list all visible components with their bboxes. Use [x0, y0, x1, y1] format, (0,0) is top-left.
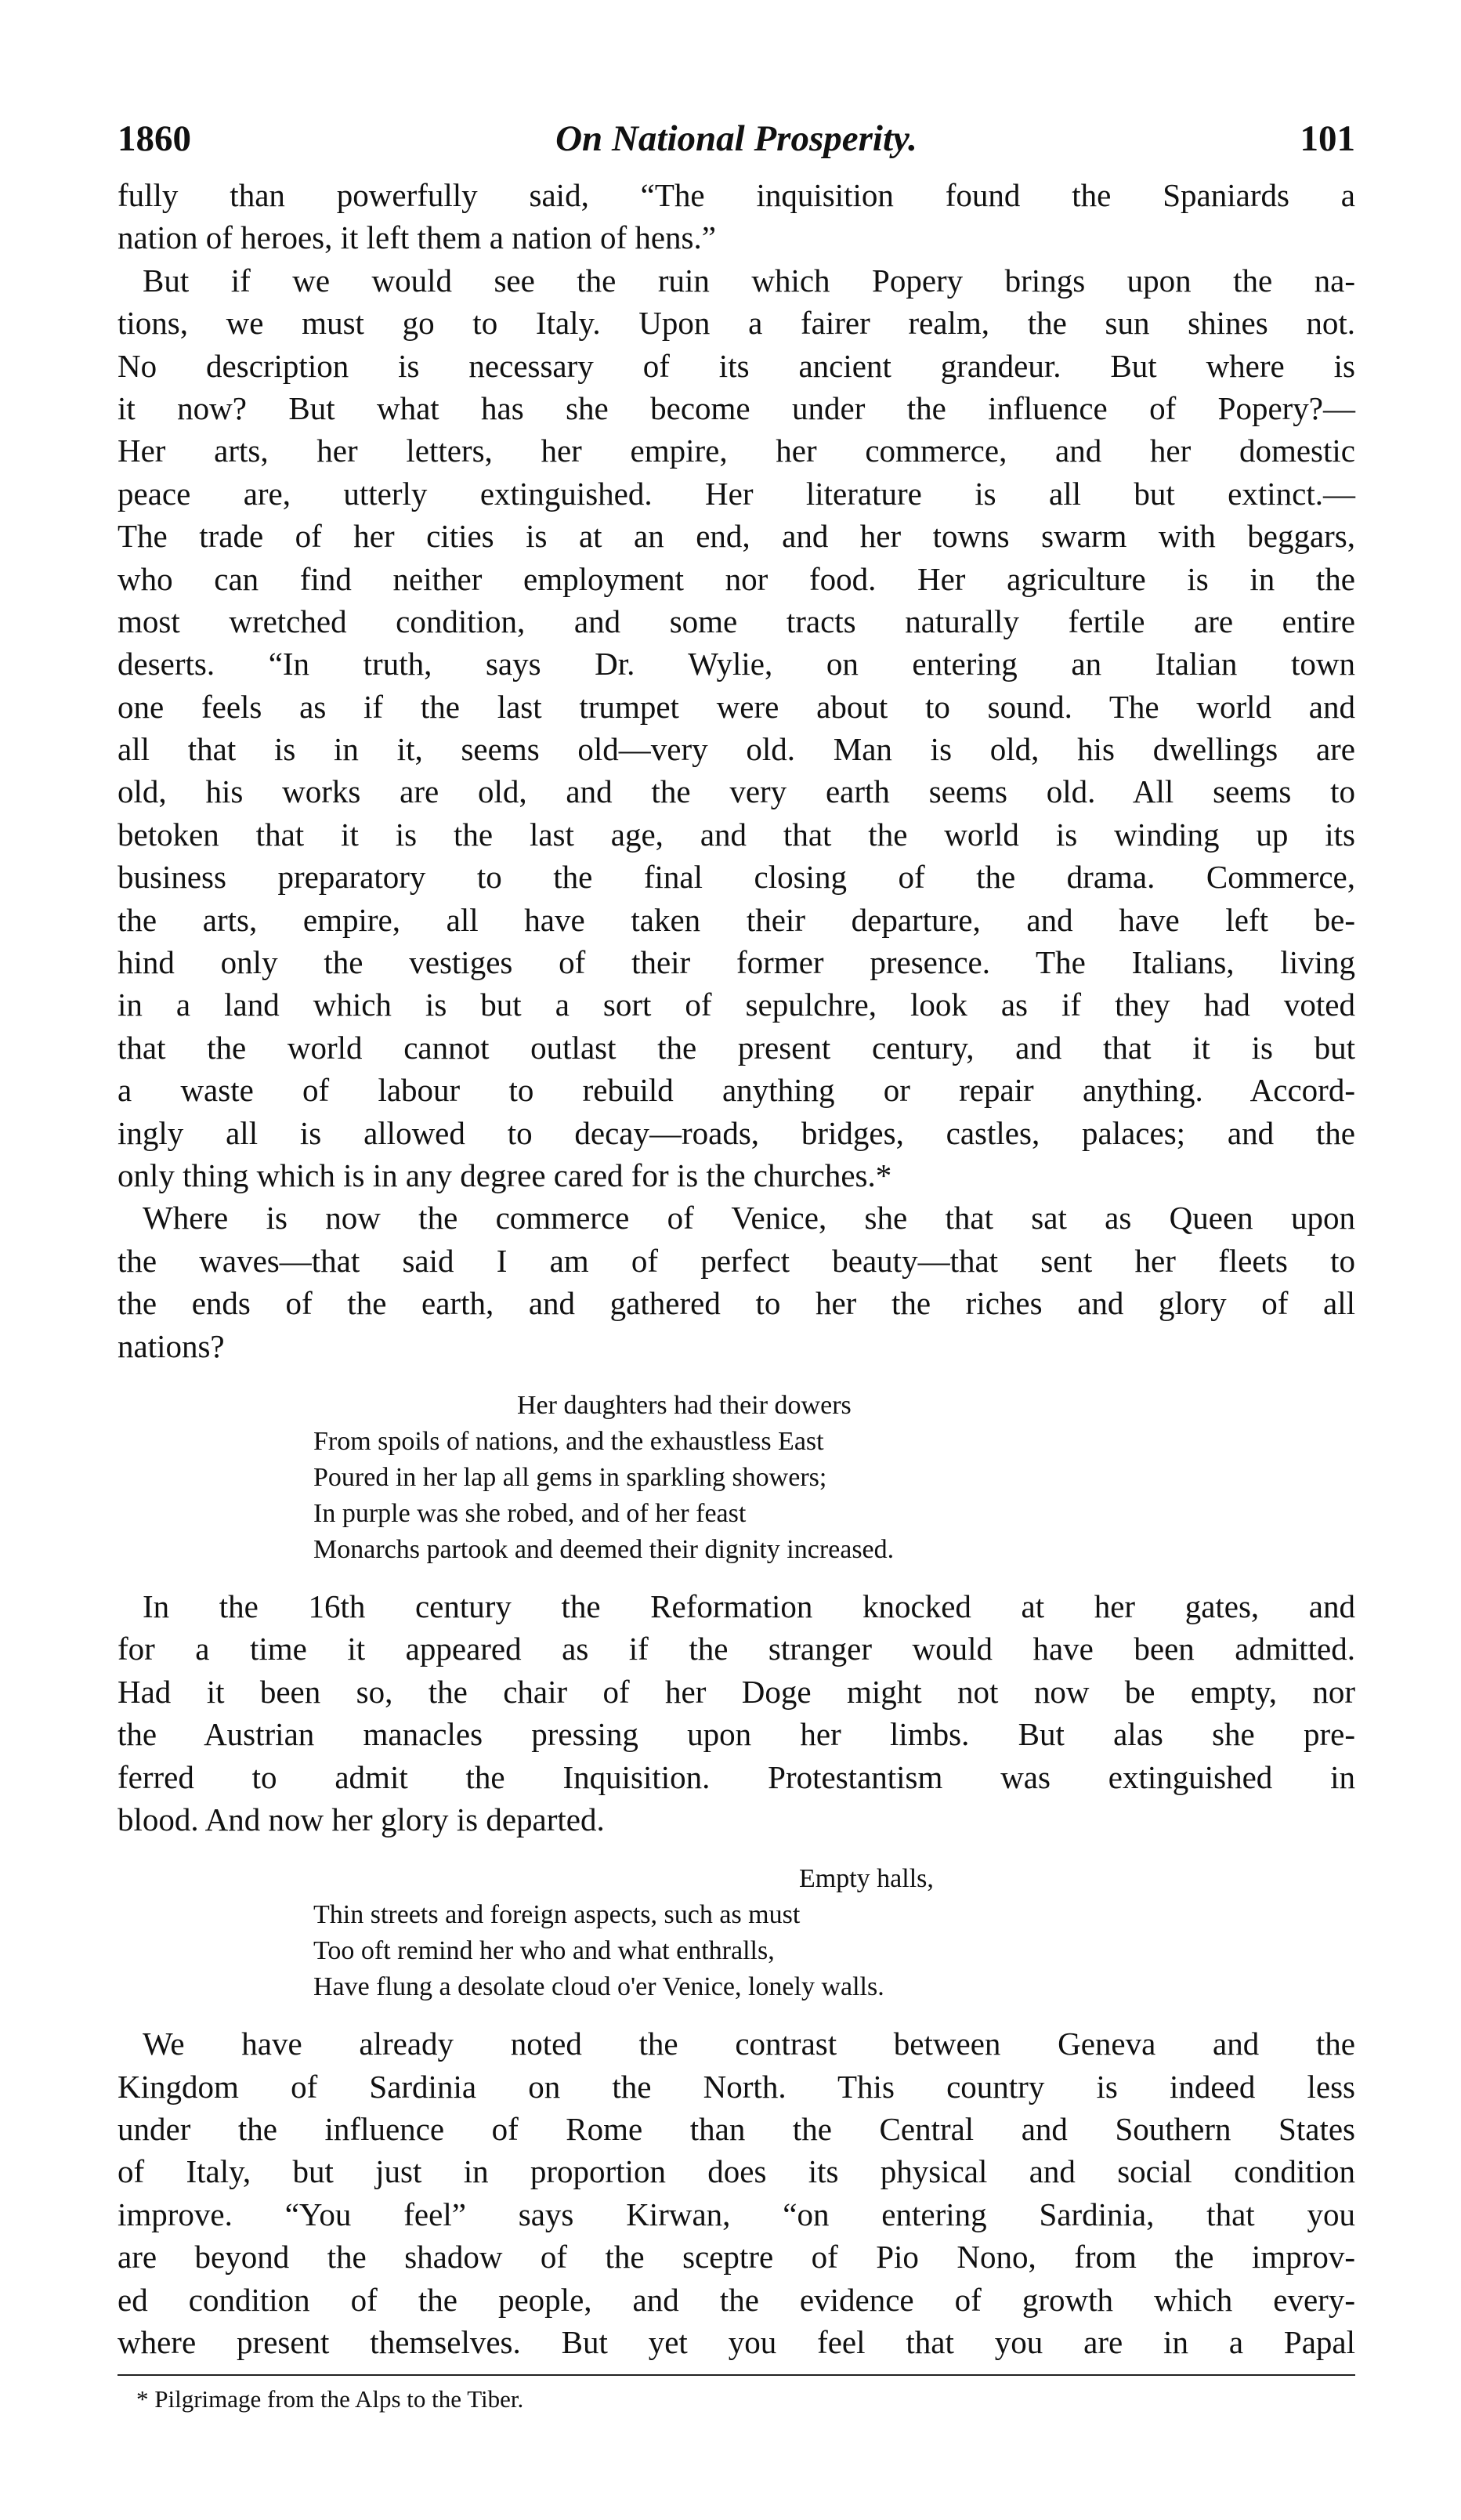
- verse-line: Poured in her lap all gems in sparkling showers;: [313, 1462, 827, 1492]
- body-line: But if we would see the ruin which Popery brings upon the na-: [143, 262, 1355, 299]
- footnote: * Pilgrimage from the Alps to the Tiber.: [136, 2385, 524, 2413]
- verse-line: Thin streets and foreign aspects, such as must: [313, 1900, 801, 1930]
- body-line: Where is now the commerce of Venice, she that sat as Queen upon: [143, 1200, 1355, 1236]
- body-line: blood. And now her glory is departed.: [118, 1801, 605, 1838]
- body-line: hind only the vestiges of their former presence. The Italians, living: [118, 944, 1355, 981]
- body-line: in a land which is but a sort of sepulchre, look as if they had voted: [118, 987, 1355, 1023]
- body-line: fully than powerfully said, “The inquisition found the Spaniards a: [118, 177, 1355, 213]
- verse-line: In purple was she robed, and of her feast: [313, 1498, 747, 1528]
- body-line: it now? But what has she become under the influence of Popery?—: [118, 389, 1355, 426]
- running-head: [118, 118, 1355, 174]
- body-line: ferred to admit the Inquisition. Protestantism was extinguished in: [118, 1758, 1355, 1795]
- body-line: that the world cannot outlast the present century, and that it is but: [118, 1029, 1355, 1066]
- body-line: the Austrian manacles pressing upon her limbs. But alas she pre-: [118, 1716, 1355, 1753]
- verse-line: From spoils of nations, and the exhaustless East: [313, 1426, 824, 1456]
- body-line: a waste of labour to rebuild anything or repair anything. Accord-: [118, 1072, 1355, 1109]
- body-line: of Italy, but just in proportion does its physical and social condition: [118, 2153, 1355, 2190]
- body-line: betoken that it is the last age, and that the world is winding up its: [118, 816, 1355, 853]
- body-line: Her arts, her letters, her empire, her commerce, and her domestic: [118, 433, 1355, 469]
- paragraph-reformation: [118, 1585, 1355, 1841]
- body-line: Kingdom of Sardinia on the North. This country is indeed less: [118, 2068, 1355, 2105]
- body-line: No description is necessary of its ancient grandeur. But where is: [118, 347, 1355, 384]
- paragraph-continuation: [118, 174, 1355, 259]
- body-line: peace are, utterly extinguished. Her literature is all but extinct.—: [118, 475, 1355, 512]
- body-line: The trade of her cities is at an end, and her towns swarm with beggars,: [118, 518, 1355, 555]
- body-line: are beyond the shadow of the sceptre of Pio Nono, from the improv-: [118, 2239, 1355, 2276]
- verse-line: Empty halls,: [799, 1864, 934, 1894]
- body-line: where present themselves. But yet you feel that you are in a Papal: [118, 2324, 1355, 2361]
- header-year: 1860: [118, 118, 191, 159]
- footnote-divider: [118, 2374, 1355, 2376]
- body-line: only thing which is in any degree cared for is the churches.*: [118, 1157, 892, 1193]
- body-line: most wretched condition, and some tracts naturally fertile are entire: [118, 603, 1355, 639]
- body-line: all that is in it, seems old—very old. Man is old, his dwellings are: [118, 731, 1355, 768]
- body-line: nations?: [118, 1327, 225, 1364]
- body-line: ed condition of the people, and the evidence of growth which every-: [118, 2281, 1355, 2318]
- body-line: for a time it appeared as if the stranger would have been admitted.: [118, 1631, 1355, 1667]
- paragraph-venice: [118, 1197, 1355, 1367]
- verse-line: Monarchs partook and deemed their dignity increased.: [313, 1534, 895, 1564]
- body-line: tions, we must go to Italy. Upon a fairer realm, the sun shines not.: [118, 305, 1355, 342]
- body-line: under the influence of Rome than the Central and Southern States: [118, 2111, 1355, 2148]
- body-line: ingly all is allowed to decay—roads, bridges, castles, palaces; and the: [118, 1114, 1355, 1151]
- verse-quotation: [118, 1861, 1355, 2005]
- verse-quotation: [118, 1388, 1355, 1568]
- body-line: We have already noted the contrast between Geneva and the: [143, 2026, 1355, 2062]
- body-line: nation of heroes, it left them a nation of hens.”: [118, 219, 716, 256]
- paragraph-sardinia: [118, 2022, 1355, 2363]
- body-line: the waves—that said I am of perfect beauty—that sent her fleets to: [118, 1242, 1355, 1279]
- body-line: who can find neither employment nor food. Her agriculture is in the: [118, 560, 1355, 597]
- verse-line: Her daughters had their dowers: [517, 1390, 852, 1420]
- verse-line: Too oft remind her who and what enthralls,: [313, 1936, 775, 1966]
- body-line: In the 16th century the Reformation knocked at her gates, and: [143, 1588, 1355, 1624]
- body-line: the ends of the earth, and gathered to her the riches and glory of all: [118, 1285, 1355, 1322]
- body-line: old, his works are old, and the very earth seems old. All seems to: [118, 773, 1355, 810]
- body-line: business preparatory to the final closing of the drama. Commerce,: [118, 859, 1355, 896]
- header-title: On National Prosperity.: [555, 118, 917, 159]
- body-line: one feels as if the last trumpet were about to sound. The world and: [118, 688, 1355, 725]
- body-line: Had it been so, the chair of her Doge might not now be empty, nor: [118, 1673, 1355, 1710]
- book-page: [118, 118, 1355, 2415]
- paragraph-italy: [118, 259, 1355, 1197]
- page-number: 101: [1300, 118, 1355, 159]
- verse-line: Have flung a desolate cloud o'er Venice, lonely walls.: [313, 1972, 884, 2002]
- body-line: improve. “You feel” says Kirwan, “on entering Sardinia, that you: [118, 2196, 1355, 2232]
- body-line: deserts. “In truth, says Dr. Wylie, on entering an Italian town: [118, 646, 1355, 682]
- body-line: the arts, empire, all have taken their departure, and have left be-: [118, 901, 1355, 938]
